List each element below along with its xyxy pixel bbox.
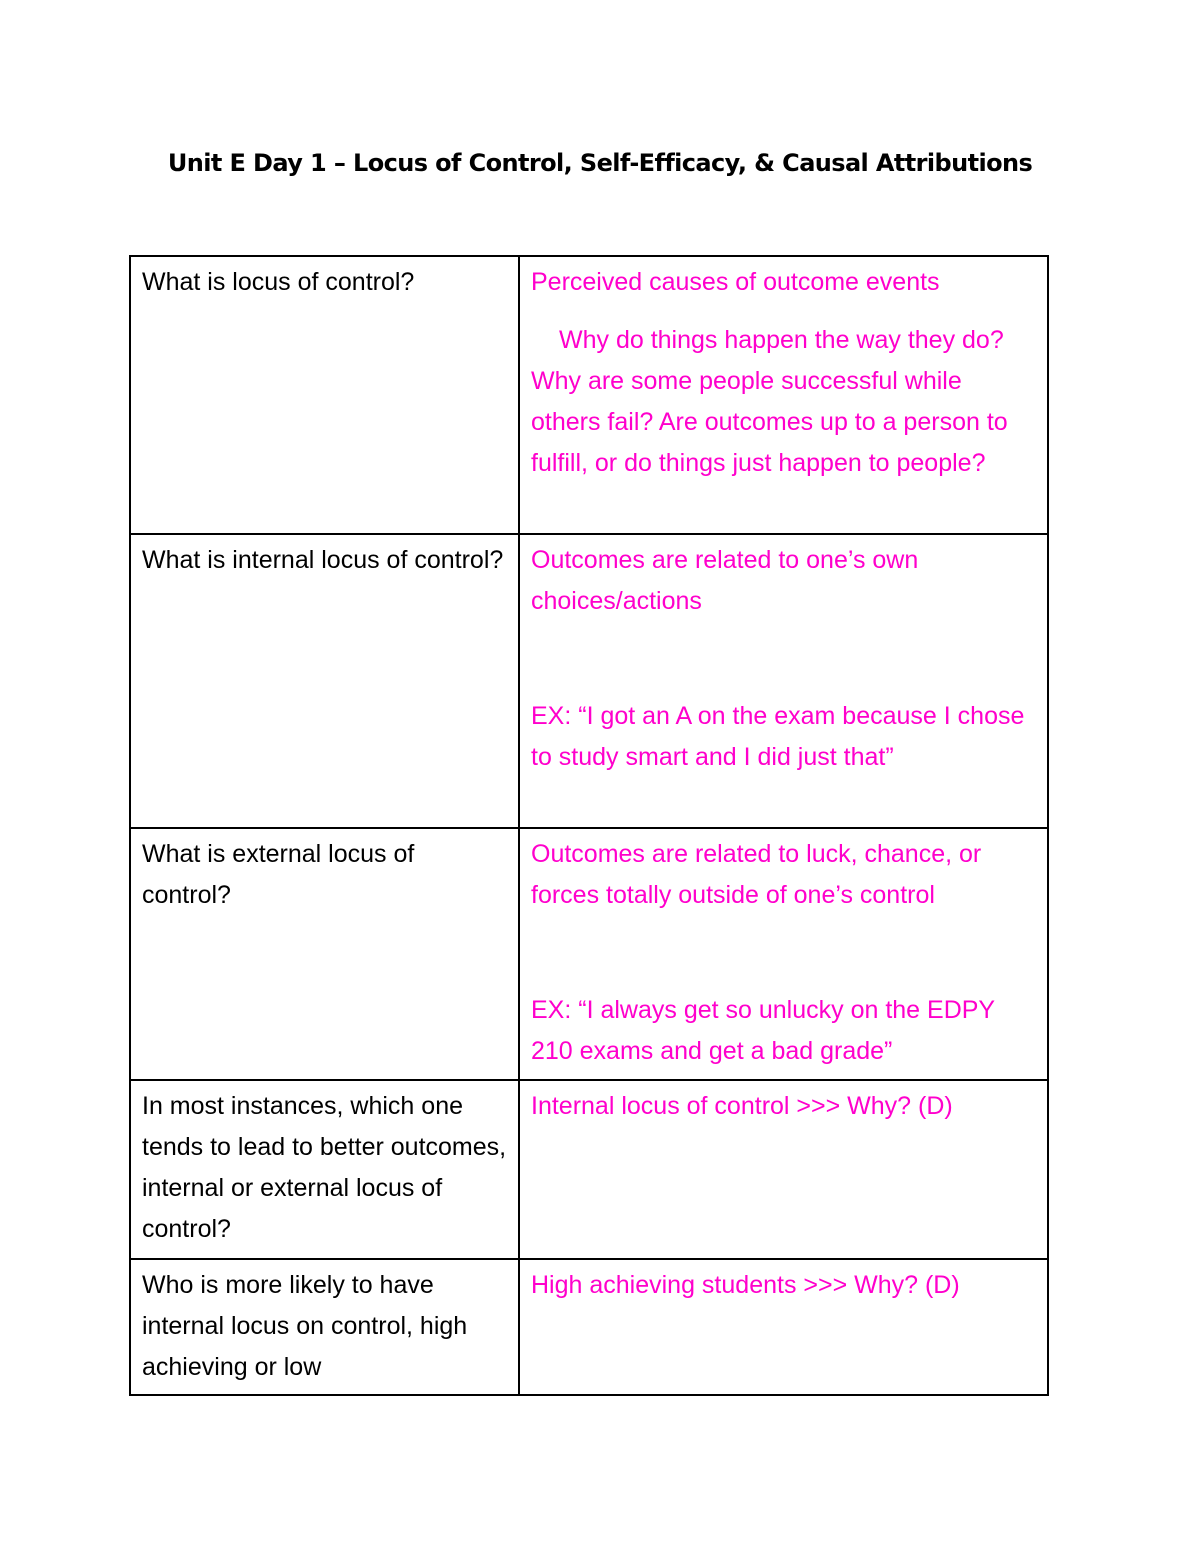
question-cell <box>130 1259 519 1395</box>
answer-cell <box>519 1080 1048 1259</box>
answer-text: Why do things happen the way they do? Why are some people successful while others fail? Are outcomes up to a person to fulfill, or do things just happen to people? <box>531 326 1008 477</box>
answer-cell <box>519 828 1048 1080</box>
table-row <box>130 1259 1048 1395</box>
answer-cell <box>519 1259 1048 1395</box>
question-cell <box>130 256 519 534</box>
answer-text: Internal locus of control >>> Why? (D) <box>531 1092 953 1120</box>
answer-example: EX: “I got an A on the exam because I chose to study smart and I did just that” <box>531 702 1025 771</box>
question-text: What is external locus of control? <box>142 840 415 909</box>
answer-text: High achieving students >>> Why? (D) <box>531 1271 960 1299</box>
answer-example: EX: “I always get so unlucky on the EDPY 210 exams and get a bad grade” <box>531 996 995 1065</box>
answer-cell <box>519 534 1048 828</box>
answer-text: Outcomes are related to luck, chance, or forces totally outside of one’s control <box>531 840 982 909</box>
question-text: In most instances, which one tends to lead to better outcomes, internal or external locus of control? <box>142 1092 507 1243</box>
qa-table <box>129 255 1049 1396</box>
page-title: Unit E Day 1 – Locus of Control, Self-Efficacy, & Causal Attributions <box>167 149 1033 177</box>
question-cell <box>130 1080 519 1259</box>
answer-text: Perceived causes of outcome events <box>531 268 940 296</box>
question-text: What is locus of control? <box>142 268 415 296</box>
table-row <box>130 256 1048 534</box>
question-cell <box>130 828 519 1080</box>
question-cell <box>130 534 519 828</box>
table-row <box>130 1080 1048 1259</box>
table-row <box>130 534 1048 828</box>
answer-text: Outcomes are related to one’s own choices/actions <box>531 546 919 615</box>
answer-cell <box>519 256 1048 534</box>
question-text: Who is more likely to have internal locus on control, high achieving or low <box>142 1271 468 1381</box>
table-row <box>130 828 1048 1080</box>
question-text: What is internal locus of control? <box>142 546 504 574</box>
